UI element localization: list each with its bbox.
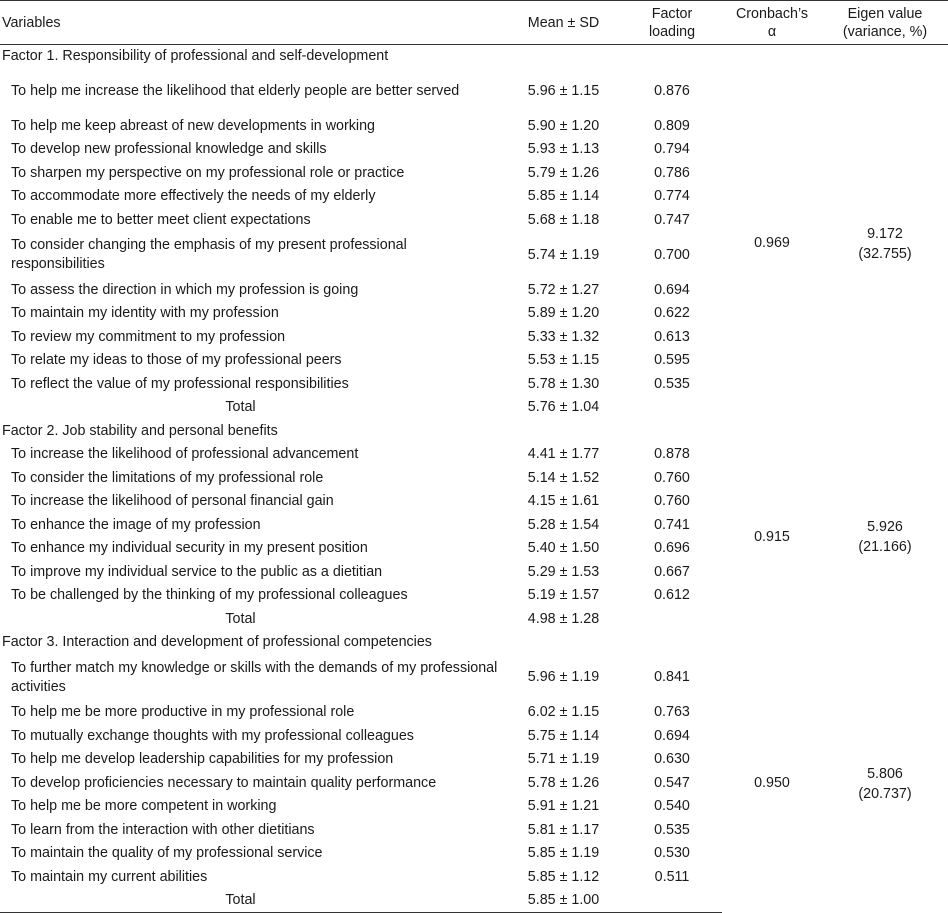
item-mean-sd: 5.40 ± 1.50	[527, 540, 600, 557]
header-factor-loading-line1: Factor	[651, 5, 693, 22]
item-label: To help me develop leadership capabilities for my profession	[11, 751, 394, 768]
item-factor-loading: 0.530	[654, 845, 690, 862]
header-eigen-line1: Eigen value	[847, 5, 923, 22]
item-label: To relate my ideas to those of my professional peers	[11, 352, 342, 369]
item-label: To consider changing the emphasis of my present professional responsibilities	[11, 237, 407, 273]
eigen-value: 9.172	[867, 225, 903, 242]
item-factor-loading: 0.794	[654, 141, 690, 158]
variance-percent: (32.755)	[858, 245, 912, 262]
item-label: To increase the likelihood of personal financial gain	[11, 493, 334, 510]
item-mean-sd: 5.79 ± 1.26	[527, 164, 600, 181]
total-mean-sd: 5.76 ± 1.04	[527, 399, 600, 416]
item-mean-sd: 5.96 ± 1.19	[527, 669, 600, 686]
factor-cronbach-alpha: 0.969	[754, 235, 790, 252]
empty-cell	[622, 608, 722, 632]
item-mean-sd: 5.78 ± 1.26	[527, 774, 600, 791]
item-label: To review my commitment to my profession	[11, 328, 286, 345]
item-mean-sd: 6.02 ± 1.15	[527, 704, 600, 721]
item-factor-loading: 0.747	[654, 211, 690, 228]
factor-title: Factor 2. Job stability and personal benefits	[2, 422, 278, 439]
header-mean-sd: Mean ± SD	[505, 1, 622, 45]
factor-title: Factor 1. Responsibility of professional and self-development	[2, 48, 389, 64]
item-factor-loading: 0.786	[654, 164, 690, 181]
item-mean-sd: 5.29 ± 1.53	[527, 563, 600, 580]
item-label: To enhance my individual security in my present position	[11, 540, 368, 557]
item-label: To increase the likelihood of professional advancement	[11, 446, 359, 463]
item-mean-sd: 5.68 ± 1.18	[527, 211, 600, 228]
table-header	[0, 1, 948, 45]
empty-cell	[622, 889, 722, 913]
item-label: To learn from the interaction with other dietitians	[11, 821, 315, 838]
item-mean-sd: 5.85 ± 1.14	[527, 188, 600, 205]
item-mean-sd: 5.78 ± 1.30	[527, 375, 600, 392]
item-factor-loading: 0.760	[654, 469, 690, 486]
item-label: To enhance the image of my profession	[11, 516, 261, 533]
total-label: Total	[225, 399, 256, 416]
item-factor-loading: 0.613	[654, 328, 690, 345]
item-factor-loading: 0.841	[654, 669, 690, 686]
total-label: Total	[225, 610, 256, 627]
header-eigen-line2: (variance, %)	[842, 23, 928, 40]
item-label: To maintain the quality of my professional service	[11, 845, 323, 862]
item-mean-sd: 5.53 ± 1.15	[527, 352, 600, 369]
item-mean-sd: 5.72 ± 1.27	[527, 281, 600, 298]
item-factor-loading: 0.630	[654, 751, 690, 768]
item-mean-sd: 5.19 ± 1.57	[527, 587, 600, 604]
item-label: To accommodate more effectively the needs of my elderly	[11, 188, 376, 205]
item-factor-loading: 0.741	[654, 516, 690, 533]
item-factor-loading: 0.694	[654, 727, 690, 744]
table-row	[0, 68, 948, 115]
item-mean-sd: 5.71 ± 1.19	[527, 751, 600, 768]
item-factor-loading: 0.595	[654, 352, 690, 369]
factor-title-row	[0, 631, 948, 655]
header-cronbach-line1: Cronbach’s	[735, 5, 809, 22]
item-label: To reflect the value of my professional responsibilities	[11, 375, 349, 392]
item-label: To mutually exchange thoughts with my professional colleagues	[11, 727, 414, 744]
item-factor-loading: 0.535	[654, 821, 690, 838]
item-factor-loading: 0.547	[654, 774, 690, 791]
table-row	[0, 443, 948, 467]
item-mean-sd: 5.28 ± 1.54	[527, 516, 600, 533]
item-label: To further match my knowledge or skills with the demands of my professional activities	[11, 659, 498, 695]
header-eigen-value	[822, 1, 948, 45]
item-factor-loading: 0.511	[654, 868, 690, 885]
header-factor-loading-line2: loading	[648, 23, 696, 40]
header-cronbach-line2: α	[767, 23, 777, 40]
total-mean-sd: 4.98 ± 1.28	[527, 610, 600, 627]
item-factor-loading: 0.809	[654, 117, 690, 134]
item-label: To develop new professional knowledge and skills	[11, 141, 327, 158]
item-label: To improve my individual service to the public as a dietitian	[11, 563, 383, 580]
item-label: To sharpen my perspective on my professional role or practice	[11, 164, 405, 181]
item-label: To help me increase the likelihood that elderly people are better served	[11, 82, 460, 99]
eigen-value: 5.806	[867, 765, 903, 782]
item-factor-loading: 0.763	[654, 704, 690, 721]
item-label: To develop proficiencies necessary to maintain quality performance	[11, 774, 437, 791]
item-factor-loading: 0.612	[654, 587, 690, 604]
item-mean-sd: 5.85 ± 1.19	[527, 845, 600, 862]
item-label: To maintain my identity with my profession	[11, 305, 279, 322]
item-mean-sd: 5.91 ± 1.21	[527, 798, 600, 815]
item-factor-loading: 0.876	[654, 82, 690, 99]
total-label: Total	[0, 889, 505, 913]
item-label: To maintain my current abilities	[11, 868, 208, 885]
item-factor-loading: 0.535	[654, 375, 690, 392]
item-mean-sd: 5.75 ± 1.14	[527, 727, 600, 744]
factor-title: Factor 3. Interaction and development of professional competencies	[2, 634, 432, 651]
eigen-value: 5.926	[867, 519, 903, 535]
item-label: To help me keep abreast of new developments in working	[11, 117, 375, 134]
table-body	[0, 45, 948, 913]
factor-cronbach-alpha: 0.950	[754, 775, 790, 791]
item-factor-loading: 0.540	[654, 798, 690, 815]
item-mean-sd: 5.33 ± 1.32	[527, 328, 600, 345]
item-mean-sd: 5.81 ± 1.17	[527, 821, 600, 838]
header-cronbach-alpha	[722, 1, 822, 45]
header-variables: Variables	[0, 1, 505, 45]
item-mean-sd: 5.14 ± 1.52	[527, 469, 600, 486]
factor-eigen-value	[822, 68, 948, 420]
total-mean-sd: 5.85 ± 1.00	[505, 889, 622, 913]
factor-eigen-value	[822, 655, 948, 913]
item-label: To help me be more competent in working	[11, 798, 277, 815]
item-mean-sd: 5.90 ± 1.20	[527, 117, 600, 134]
item-mean-sd: 5.93 ± 1.13	[527, 141, 600, 158]
header-factor-loading	[622, 1, 722, 45]
item-label: To be challenged by the thinking of my professional colleagues	[11, 587, 408, 604]
item-label: To help me be more productive in my professional role	[11, 704, 355, 721]
item-label: To consider the limitations of my professional role	[11, 469, 324, 486]
item-label: To assess the direction in which my profession is going	[11, 281, 359, 298]
item-factor-loading: 0.667	[654, 563, 690, 580]
item-factor-loading: 0.694	[654, 281, 690, 298]
factor-eigen-value	[822, 443, 948, 631]
factor-title-row	[0, 45, 948, 69]
item-factor-loading: 0.622	[654, 305, 690, 322]
variance-percent: (20.737)	[858, 785, 912, 802]
item-factor-loading: 0.700	[654, 246, 690, 263]
item-factor-loading: 0.774	[654, 188, 690, 205]
item-label: To enable me to better meet client expectations	[11, 211, 311, 228]
item-factor-loading: 0.760	[654, 493, 690, 510]
item-mean-sd: 5.74 ± 1.19	[527, 246, 600, 263]
variance-percent: (21.166)	[858, 539, 912, 555]
item-factor-loading: 0.696	[654, 540, 690, 557]
table-row	[0, 655, 948, 702]
item-mean-sd: 4.15 ± 1.61	[527, 493, 600, 510]
item-mean-sd: 5.85 ± 1.12	[527, 868, 600, 885]
item-factor-loading: 0.878	[654, 446, 690, 463]
item-mean-sd: 5.96 ± 1.15	[527, 82, 600, 99]
item-mean-sd: 4.41 ± 1.77	[527, 446, 600, 463]
empty-cell	[622, 396, 722, 420]
factor-cronbach-alpha: 0.915	[754, 528, 790, 545]
factor-title-row	[0, 420, 948, 444]
item-mean-sd: 5.89 ± 1.20	[527, 305, 600, 322]
